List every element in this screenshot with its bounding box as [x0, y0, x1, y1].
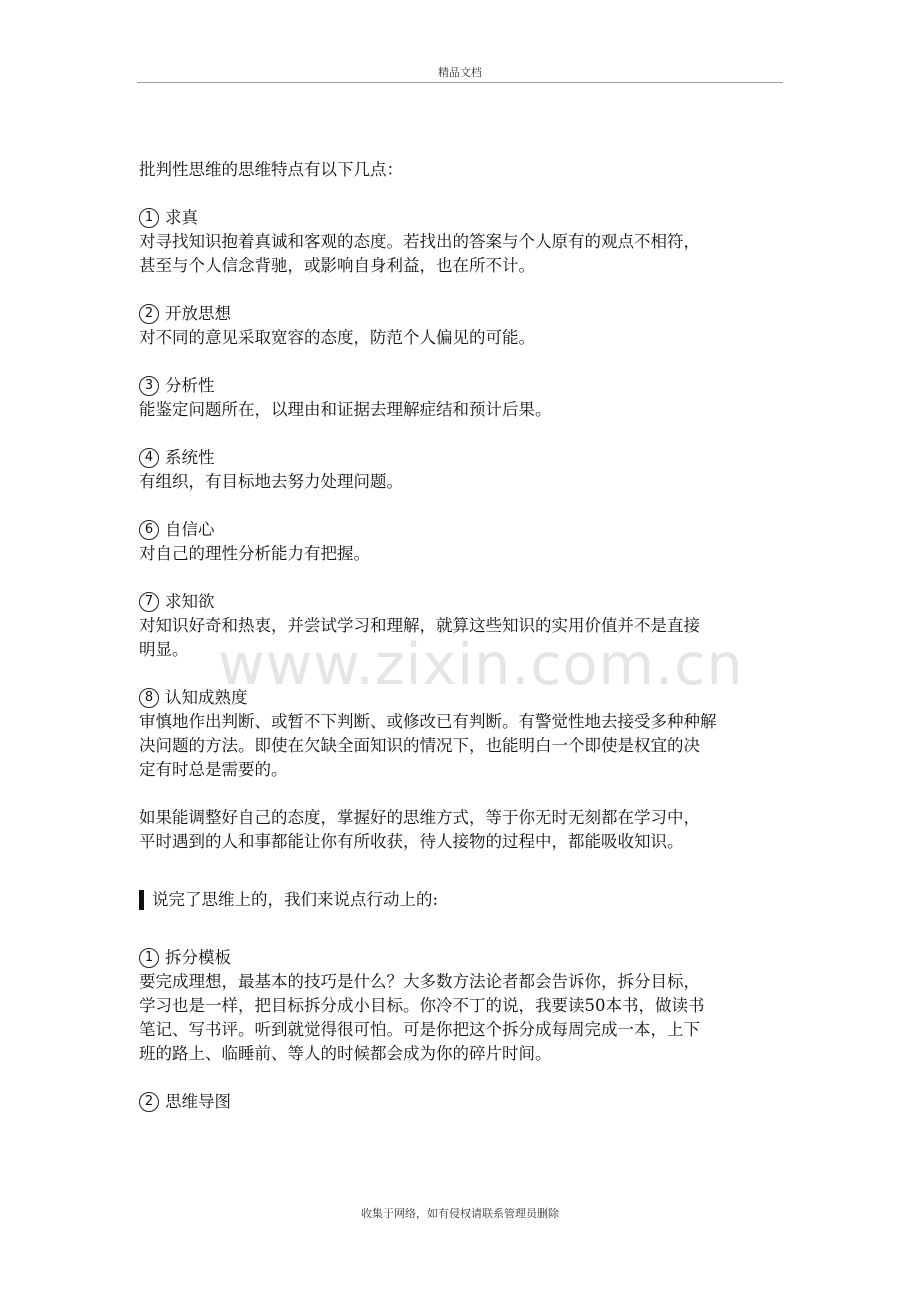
header-text: 精品文档: [438, 66, 482, 79]
item-text-line: 笔记、写书评。听到就觉得很可怕。可是你把这个拆分成每周完成一本，上下: [139, 1020, 700, 1039]
item-heading: [139, 686, 779, 710]
item-text-line: 要完成理想，最基本的技巧是什么？大多数方法论者都会告诉你，拆分目标，: [139, 972, 700, 991]
document-body: [139, 158, 779, 1114]
traits-item: [139, 302, 779, 350]
item-title: 开放思想: [165, 304, 231, 323]
item-text-line: 对寻找知识抱着真诚和客观的态度。若找出的答案与个人原有的观点不相符，: [139, 232, 700, 251]
traits-item: [139, 518, 779, 566]
item-title: 思维导图: [165, 1092, 231, 1111]
item-text-line: 明显。: [139, 640, 189, 659]
section-heading-text: 说完了思维上的，我们来说点行动上的:: [152, 890, 439, 909]
item-title: 求知欲: [165, 592, 215, 611]
item-heading: [139, 374, 779, 398]
item-title: 自信心: [165, 520, 215, 539]
item-text-line: 定有时总是需要的。: [139, 760, 288, 779]
actions-list: [139, 946, 779, 1114]
item-text-line: 对知识好奇和热衷，并尝试学习和理解，就算这些知识的实用价值并不是直接: [139, 616, 700, 635]
circled-number: 4: [139, 448, 159, 468]
circled-number: 8: [139, 688, 159, 708]
item-text-line: 决问题的方法。即使在欠缺全面知识的情况下，也能明白一个即使是权宜的决: [139, 736, 700, 755]
traits-item: [139, 686, 779, 782]
actions-item: [139, 1090, 779, 1114]
traits-list: [139, 206, 779, 782]
traits-item: [139, 206, 779, 278]
item-heading: [139, 206, 779, 230]
item-heading: [139, 518, 779, 542]
item-title: 拆分模板: [165, 948, 231, 967]
circled-number: 6: [139, 520, 159, 540]
circled-number: 2: [139, 304, 159, 324]
item-text-line: 审慎地作出判断、或暂不下判断、或修改已有判断。有警觉性地去接受多种种解: [139, 712, 717, 731]
item-title: 认知成熟度: [165, 688, 248, 707]
watermark: www.zixin.com.cn: [218, 632, 744, 698]
circled-number: 3: [139, 376, 159, 396]
item-title: 分析性: [165, 376, 215, 395]
item-heading: [139, 1090, 779, 1114]
summary-paragraph: [139, 806, 779, 854]
circled-number: 1: [139, 948, 159, 968]
summary-line: 如果能调整好自己的态度，掌握好的思维方式，等于你无时无刻都在学习中，: [139, 808, 700, 827]
section-heading: [139, 888, 779, 912]
item-text-line: 对不同的意见采取宽容的态度，防范个人偏见的可能。: [139, 328, 535, 347]
page-footer: 收集于网络，如有侵权请联系管理员删除: [361, 1207, 559, 1220]
item-text-line: 有组织，有目标地去努力处理问题。: [139, 472, 403, 491]
traits-item: [139, 446, 779, 494]
item-text-line: 能鉴定问题所在，以理由和证据去理解症结和预计后果。: [139, 400, 552, 419]
circled-number: 7: [139, 592, 159, 612]
traits-item: [139, 590, 779, 662]
summary-line: 平时遇到的人和事都能让你有所收获，待人接物的过程中，都能吸收知识。: [139, 832, 684, 851]
circled-number: 1: [139, 208, 159, 228]
traits-item: [139, 374, 779, 422]
item-heading: [139, 590, 779, 614]
circled-number: 2: [139, 1092, 159, 1112]
item-title: 系统性: [165, 448, 215, 467]
item-title: 求真: [165, 208, 198, 227]
item-text-line: 班的路上、临睡前、等人的时候都会成为你的碎片时间。: [139, 1044, 552, 1063]
item-heading: [139, 302, 779, 326]
item-heading: [139, 446, 779, 470]
section-bar-marker: [139, 890, 144, 910]
actions-item: [139, 946, 779, 1066]
item-text-line: 对自己的理性分析能力有把握。: [139, 544, 370, 563]
item-text-line: 学习也是一样，把目标拆分成小目标。你冷不丁的说，我要读50本书，做读书: [139, 996, 705, 1015]
page-header: [137, 0, 783, 83]
intro-line: 批判性思维的思维特点有以下几点：: [139, 160, 403, 179]
item-text-line: 甚至与个人信念背驰，或影响自身利益，也在所不计。: [139, 256, 535, 275]
item-heading: [139, 946, 779, 970]
